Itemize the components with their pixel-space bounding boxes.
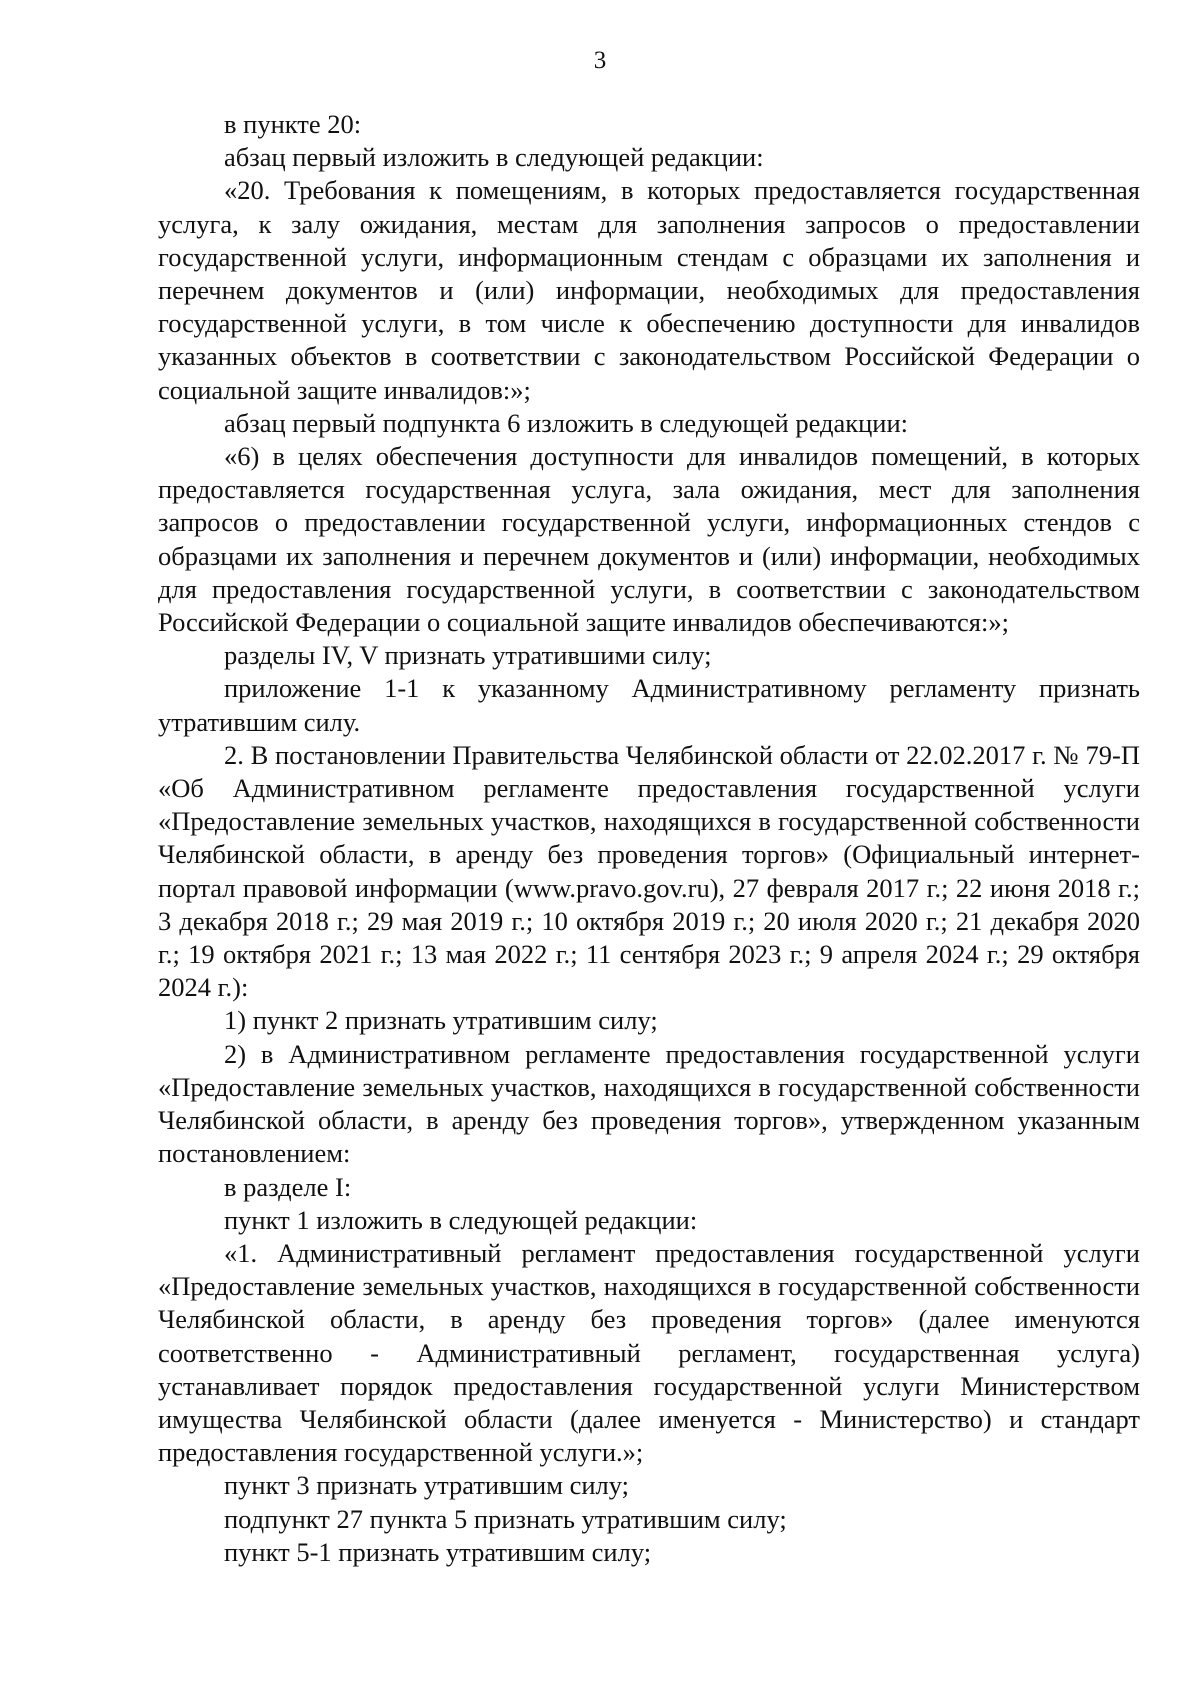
paragraph-point-20-text: «20. Требования к помещениям, в которых предоставляется государственная услуга, к залу ожидания, местам для заполнения запросов о предоставлении государственной услуги, информационным стендам с образцами их заполнения и перечнем документов и (или) информации, необходимых для предоставления государственной услуги, в том числе к обеспечению доступности для инвалидов указанных объектов в соответствии с законодательством Российской Федерации о социальной защите инвалидов:»; <box>158 175 1140 405</box>
paragraph-point-1-text: «1. Административный регламент предоставления государственной услуги «Предоставление земельных участков, находящихся в государственной собственности Челябинской области, в аренду без проведения торгов» (далее именуются соответственно - Административный регламент, государственная услуга) устанавливает порядок предоставления государственной услуги Министерством имущества Челябинской области (далее именуется - Министерство) и стандарт предоставления государственной услуги.»; <box>158 1237 1140 1468</box>
paragraph-point-3: пункт 3 признать утратившим силу; <box>224 1470 630 1501</box>
paragraph-point-1-edit: пункт 1 изложить в следующей редакции: <box>224 1204 698 1235</box>
paragraph-subitem-1: 1) пункт 2 признать утратившим силу; <box>224 1005 658 1036</box>
document-body <box>158 108 1140 1569</box>
paragraph-first-abzac-edit: абзац первый изложить в следующей редакции: <box>224 142 764 173</box>
paragraph-point-20-intro: в пункте 20: <box>224 109 362 139</box>
paragraph-item-2-resolution: 2. В постановлении Правительства Челябинской области от 22.02.2017 г. № 79-П «Об Административном регламенте предоставления государственной услуги «Предоставление земельных участков, находящихся в государственной собственности Челябинской области, в аренду без проведения торгов» (Официальный интернет-портал правовой информации (www.pravo.gov.ru), 27 февраля 2017 г.; 22 июня 2018 г.; 3 декабря 2018 г.; 29 мая 2019 г.; 10 октября 2019 г.; 20 июля 2020 г.; 21 декабря 2020 г.; 19 октября 2021 г.; 13 мая 2022 г.; 11 сентября 2023 г.; 9 апреля 2024 г.; 29 октября 2024 г.): <box>158 739 1140 1003</box>
paragraph-subpoint-6-edit: абзац первый подпункта 6 изложить в следующей редакции: <box>224 407 909 438</box>
paragraph-subitem-2: 2) в Административном регламенте предоставления государственной услуги «Предоставление земельных участков, находящихся в государственной собственности Челябинской области, в аренду без проведения торгов», утвержденном указанным постановлением: <box>158 1038 1140 1169</box>
paragraph-appendix-1-1: приложение 1-1 к указанному Административному регламенту признать утратившим силу. <box>158 673 1140 737</box>
paragraph-section-i: в разделе I: <box>224 1171 352 1202</box>
page-number: 3 <box>593 47 607 74</box>
paragraph-subpoint-27: подпункт 27 пункта 5 признать утратившим силу; <box>224 1503 787 1534</box>
paragraph-subpoint-6-text: «6) в целях обеспечения доступности для инвалидов помещений, в которых предоставляется государственная услуга, зала ожидания, мест для заполнения запросов о предоставлении государственной услуги, информационных стендов с образцами их заполнения и перечнем документов и (или) информации, необходимых для предоставления государственной услуги, в соответствии с законодательством Российской Федерации о социальной защите инвалидов обеспечиваются:»; <box>158 441 1140 638</box>
paragraph-point-5-1: пункт 5-1 признать утратившим силу; <box>224 1536 652 1567</box>
paragraph-sections-iv-v: разделы IV, V признать утратившими силу; <box>224 640 712 671</box>
